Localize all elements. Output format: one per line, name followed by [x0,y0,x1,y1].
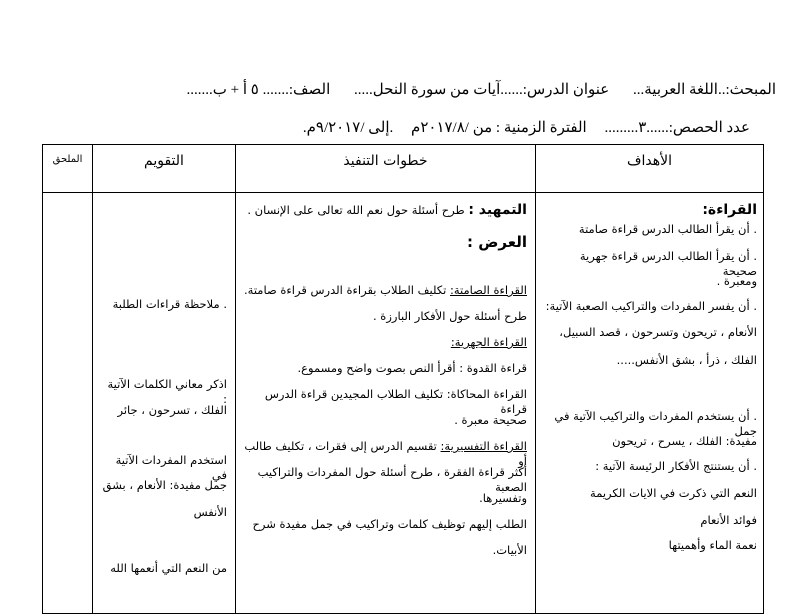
goal-line: مفيدة: الفلك ، يسرح ، تريحون [612,434,757,448]
goal-line: الفلك ، ذرأ ، بشق الأنفس..... [616,353,757,367]
explain-reading-title: القراءة التفسيرية: [440,439,527,453]
imitation-reading-cont: صحيحة معبرة . [454,413,527,427]
goal-line: . أن يستنتج الأفكار الرئيسة الآتية : [595,459,757,473]
explain-line: الأبيات. [492,543,527,557]
evaluation-header: التقويم [93,145,236,193]
table-body-row [43,193,764,614]
period-from-field: الفترة الزمنية : من /٢٠١٧/٨م [411,120,587,136]
header-line-2 [289,118,750,137]
explain-reading-text: تقسيم الدرس إلى فقرات ، تكليف طالب أو [244,439,527,468]
goal-line [542,379,757,409]
goal-line: الأنعام ، تريحون وتسرحون ، قصد السبيل، [559,325,757,339]
steps-header: خطوات التنفيذ [236,145,536,193]
loud-reading-title: القراءة الجهرية: [450,335,527,349]
goals-title: القراءة: [702,202,757,218]
goal-line: . أن يستخدم المفردات والتراكيب الآتية في جمل [554,409,757,438]
eval-use-words: جمل مفيدة: الأنعام ، بشق [102,478,227,492]
explain-reading-line [244,439,527,468]
evaluation-cell [93,193,236,614]
appendix-cell [43,193,93,614]
eval-meanings-words: الفلك ، تسرحون ، جائر [117,403,227,417]
intro-text: طرح أسئلة حول نعم الله تعالى على الإنسان . [247,203,465,217]
silent-reading-title: القراءة الصامتة: [450,283,527,297]
intro-title: التمهيد : [468,202,527,218]
goal-line: النعم التي ذكرت في الايات الكريمة [590,486,757,500]
header-line-1 [167,80,776,99]
goal-line: ومعبرة . [716,274,757,288]
goals-header: الأهداف [536,145,764,193]
silent-questions: طرح أسئلة حول الأفكار البارزة . [373,309,527,323]
lesson-title-field: عنوان الدرس:......آيات من سورة النحل..... [354,82,610,98]
steps-cell [236,193,536,614]
goals-cell [536,193,764,614]
eval-blessings: من النعم التي أنعمها الله [110,561,227,575]
goal-line: . أن يفسر المفردات والتراكيب الصعبة الآتية: [545,299,757,313]
sessions-field: عدد الحصص:......٣......... [604,120,750,136]
appendix-header: الملحق [43,145,93,193]
eval-observe: . ملاحظة قراءات الطلبة [112,297,227,311]
eval-use: استخدم المفردات الآتية في [115,453,227,482]
goal-line: . أن يقرأ الطالب الدرس قراءة جهرية صحيحة [579,249,757,278]
goal-line: نعمة الماء وأهميتها [668,538,757,552]
explain-line: وتفسيرها. [479,491,527,505]
lesson-plan-table [42,144,764,614]
eval-meanings: اذكر معاني الكلمات الآتية : [107,377,227,406]
grade-field: الصف:....... ٥ أ + ب....... [186,82,331,98]
period-to-field: .إلى /٩/٢٠١٧م. [302,120,394,136]
explain-line: أكثر قراءة الفقرة ، طرح أسئلة حول المفردات والتراكيب الصعبة [257,465,527,494]
goal-line: فوائد الأنعام [700,513,757,527]
eval-use-words-cont: الأنفس [193,505,227,519]
intro-line [244,203,527,235]
subject-field: المبحث:..اللغة العربية... [633,82,776,98]
table-header-row [43,145,764,193]
silent-reading-text: تكليف الطلاب بقراءة الدرس قراءة صامتة. [244,283,447,297]
presentation-title: العرض : [467,233,527,251]
imitation-reading: القراءة المحاكاة: تكليف الطلاب المجيدين قراءة الدرس قراءة [264,387,527,416]
silent-reading-line [244,283,527,309]
explain-line: الطلب إليهم توظيف كلمات وتراكيب في جمل مفيدة شرح [252,517,527,531]
goal-line: . أن يقرأ الطالب الدرس قراءة صامتة [578,222,757,236]
model-reading: قراءة القدوة : أقرأ النص بصوت واضح ومسموع. [297,361,527,375]
